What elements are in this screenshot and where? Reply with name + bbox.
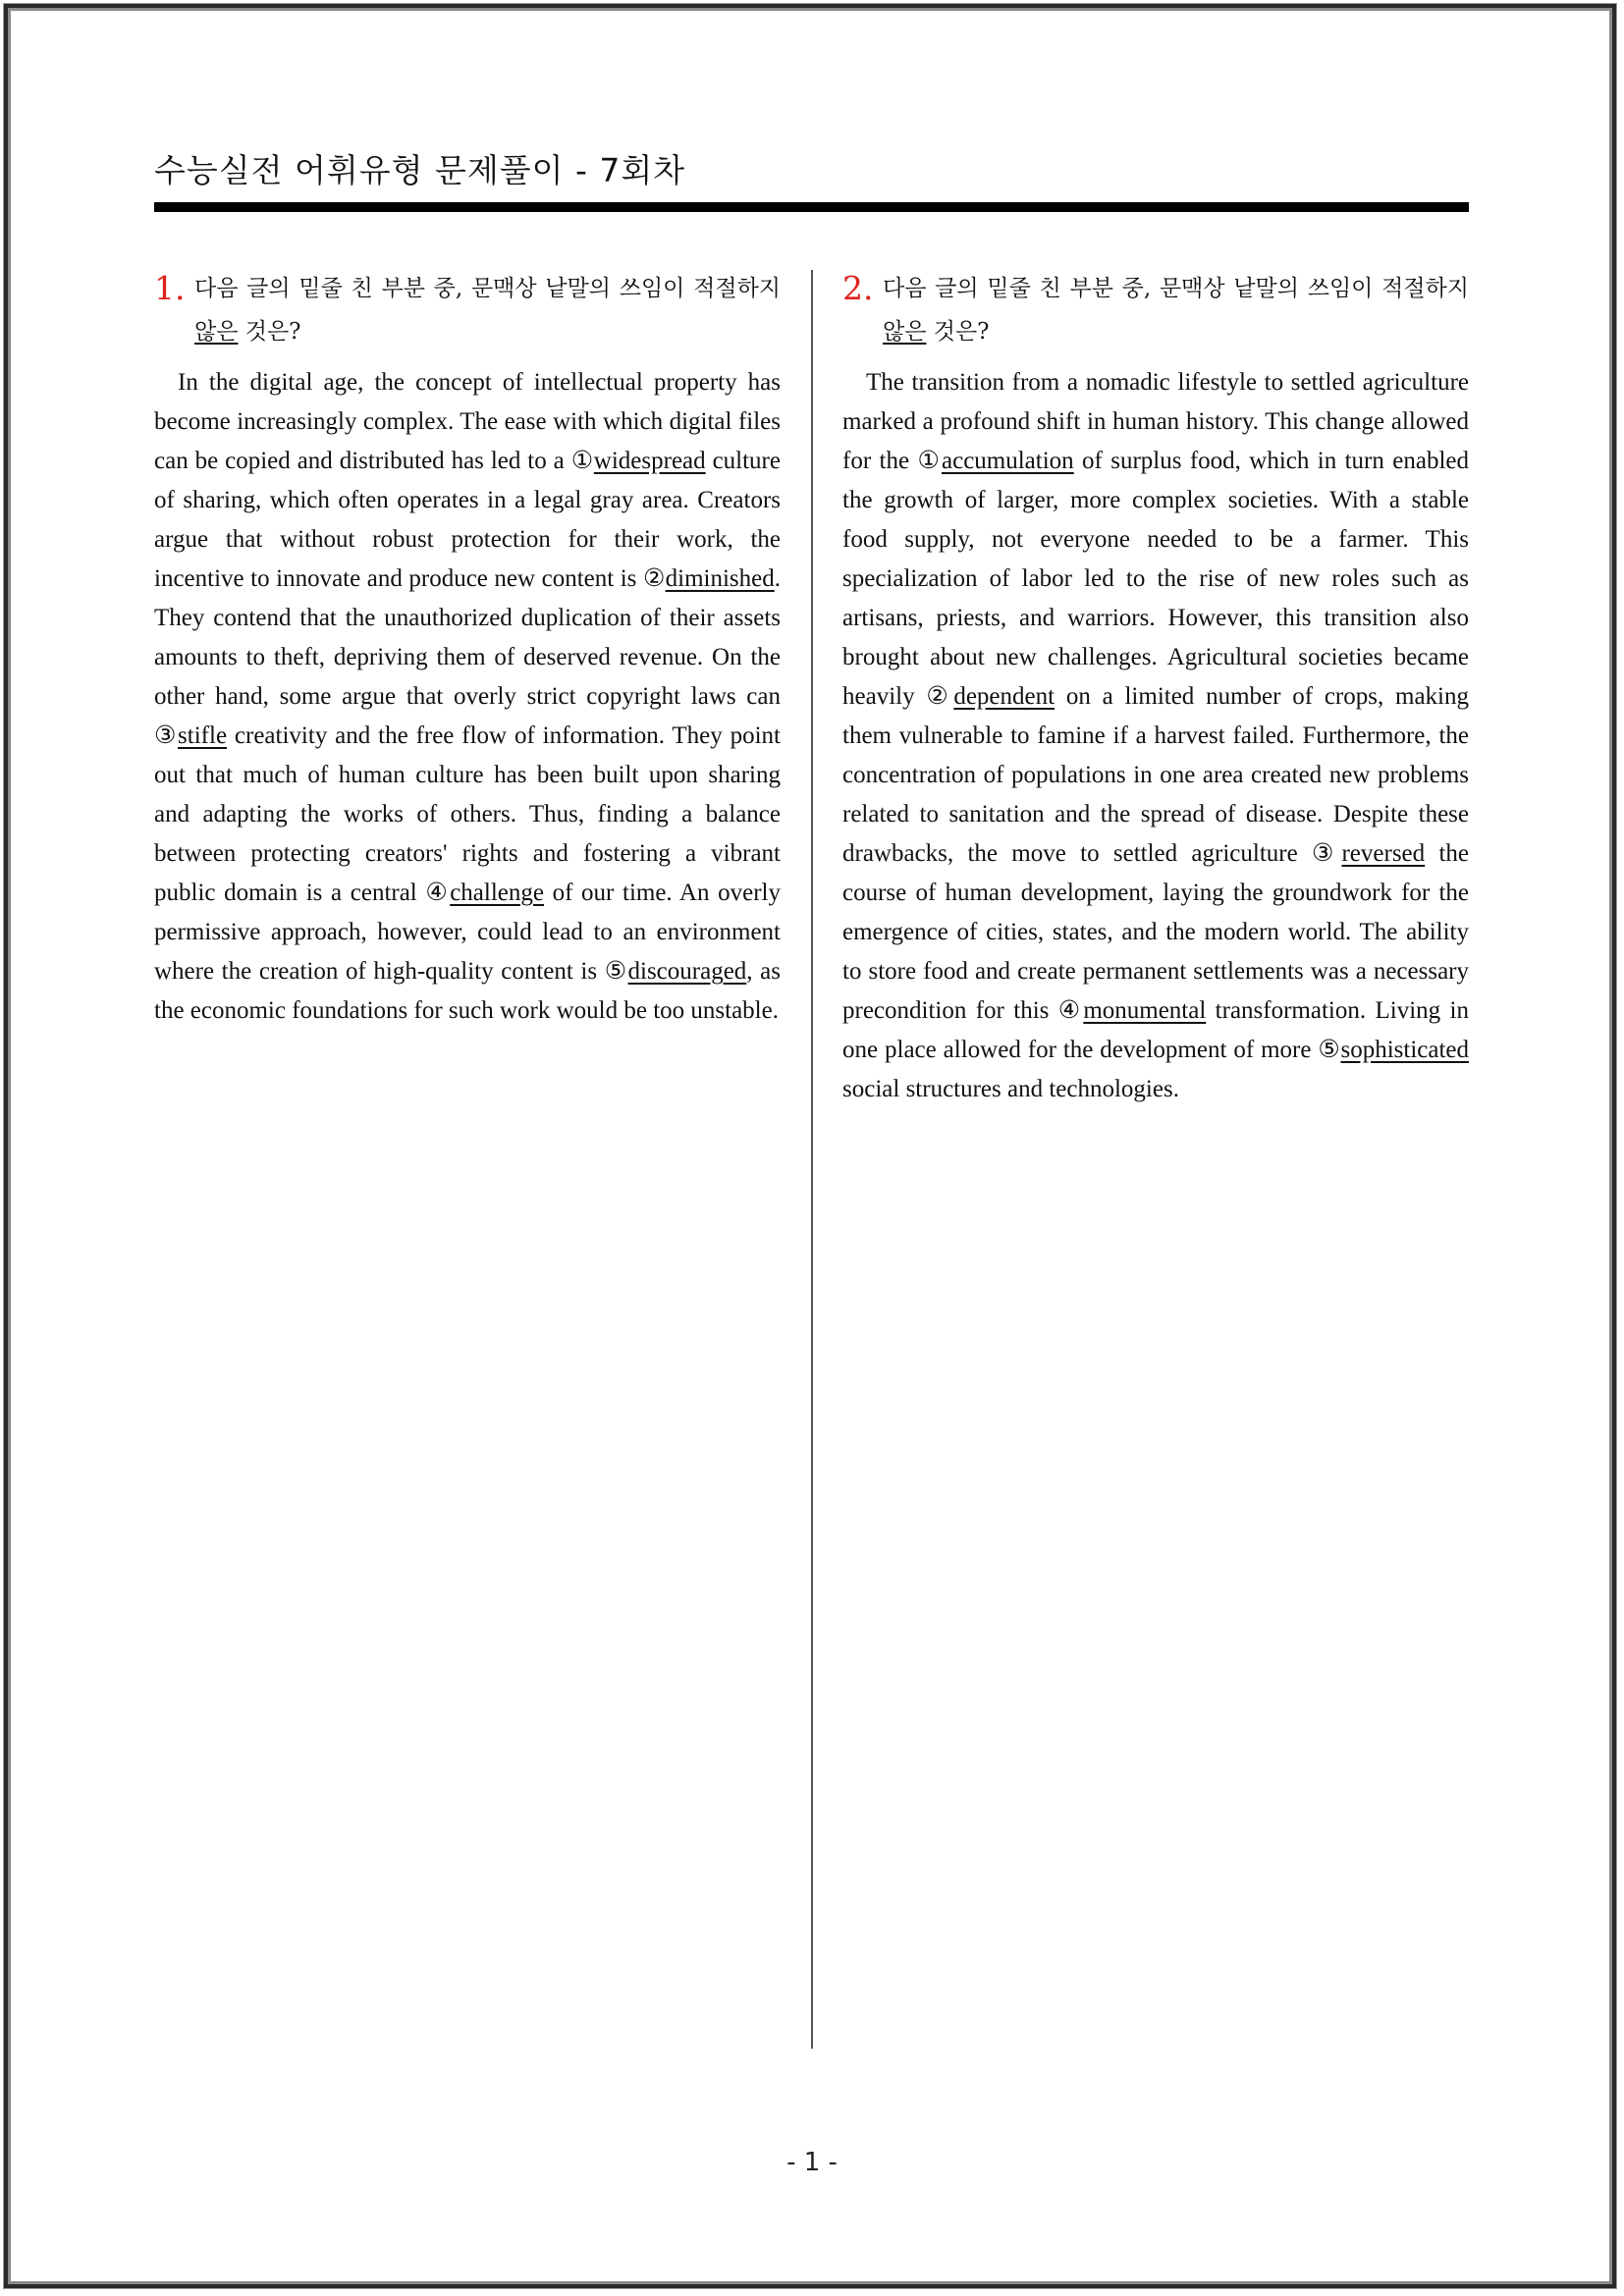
underlined-word: challenge	[450, 880, 544, 906]
underlined-word: sophisticated	[1340, 1037, 1469, 1063]
choice-marker: ①	[570, 448, 594, 474]
passage-text: , as the economic foundations for such work would be too unstable.	[154, 958, 781, 1024]
question-number: 2.	[842, 269, 874, 307]
question-2	[842, 267, 1469, 1109]
prompt-emphasis: 않은	[883, 319, 927, 345]
page-number: - 1 -	[786, 2148, 838, 2177]
column-divider	[811, 270, 813, 2049]
choice-marker: ⑤	[604, 958, 628, 985]
underlined-word: stifle	[178, 722, 228, 749]
passage-text: culture of sharing, which often operates in a legal gray area. Creators argue that without robust protection for their work, the incentive to innovate and produce new content is	[154, 448, 781, 592]
passage	[154, 363, 781, 1031]
choice-marker: ①	[917, 448, 942, 474]
underlined-word: reversed	[1341, 840, 1426, 867]
passage-text: on a limited number of crops, making them vulnerable to famine if a harvest failed. Furthermore, the concentration of populations in one area created new problems related to sanitation and the spread of disease. Despite these drawbacks, the move to settled agriculture	[842, 683, 1469, 867]
passage-text: The transition from a nomadic lifestyle to settled agriculture marked a profound shift in human history. This change allowed for the	[842, 369, 1469, 474]
passage-text: of our time. An overly permissive approach, however, could lead to an environment where the creation of high-quality content is	[154, 880, 781, 985]
passage-text: . They contend that the unauthorized duplication of their assets amounts to theft, depriving them of deserved revenue. On the other hand, some argue that overly strict copyright laws can	[154, 565, 781, 710]
passage-text: of surplus food, which in turn enabled the growth of larger, more complex societies. With a stable food supply, not everyone needed to be a farmer. This specialization of labor led to the rise of new roles such as artisans, priests, and warriors. However, this transition also brought about new challenges. Agricultural societies became heavily	[842, 448, 1469, 710]
choice-marker: ③	[1312, 840, 1342, 867]
prompt-text-end: 것은?	[238, 319, 301, 345]
choice-marker: ④	[425, 880, 451, 906]
passage-text: social structures and technologies.	[842, 1076, 1179, 1102]
question-number: 1.	[154, 269, 186, 307]
passage-text: transformation. Living in one place allowed for the development of more	[842, 997, 1469, 1063]
underlined-word: widespread	[593, 448, 706, 474]
passage-text: creativity and the free flow of information. They point out that much of human culture has been built upon sharing and adapting the works of others. Thus, finding a balance between protecting creators' rights and fostering a vibrant public domain is a central	[154, 722, 781, 906]
question-1	[154, 267, 781, 1031]
underlined-word: discouraged	[627, 958, 747, 985]
question-prompt	[883, 267, 1469, 353]
underlined-word: accumulation	[942, 448, 1074, 474]
choice-marker: ⑤	[1318, 1037, 1341, 1063]
choice-marker: ②	[642, 565, 666, 592]
choice-marker: ③	[154, 722, 179, 749]
underlined-word: monumental	[1083, 997, 1207, 1024]
prompt-text: 다음 글의 밑줄 친 부분 중, 문맥상 낱말의 쓰임이 적절하지	[883, 276, 1469, 301]
underlined-word: dependent	[953, 683, 1056, 710]
prompt-emphasis: 않은	[194, 319, 239, 345]
choice-marker: ②	[926, 683, 954, 710]
prompt-text-end: 것은?	[926, 319, 990, 345]
passage-text: In the digital age, the concept of intellectual property has become increasingly complex. The ease with which digital files can be copied and distributed has led to a	[154, 369, 781, 474]
passage-text: the course of human development, laying the groundwork for the emergence of cities, states, and the modern world. The ability to store food and create permanent settlements was a necessary precondition for this	[842, 840, 1469, 1024]
underlined-word: diminished	[665, 565, 775, 592]
question-header	[154, 267, 781, 353]
page-title: 수능실전 어휘유형 문제풀이 - 7회차	[154, 151, 686, 189]
question-header	[842, 267, 1469, 353]
choice-marker: ④	[1057, 997, 1084, 1024]
question-prompt	[194, 267, 781, 353]
header-rule	[154, 202, 1469, 212]
passage	[842, 363, 1469, 1109]
prompt-text: 다음 글의 밑줄 친 부분 중, 문맥상 낱말의 쓰임이 적절하지	[194, 276, 781, 301]
